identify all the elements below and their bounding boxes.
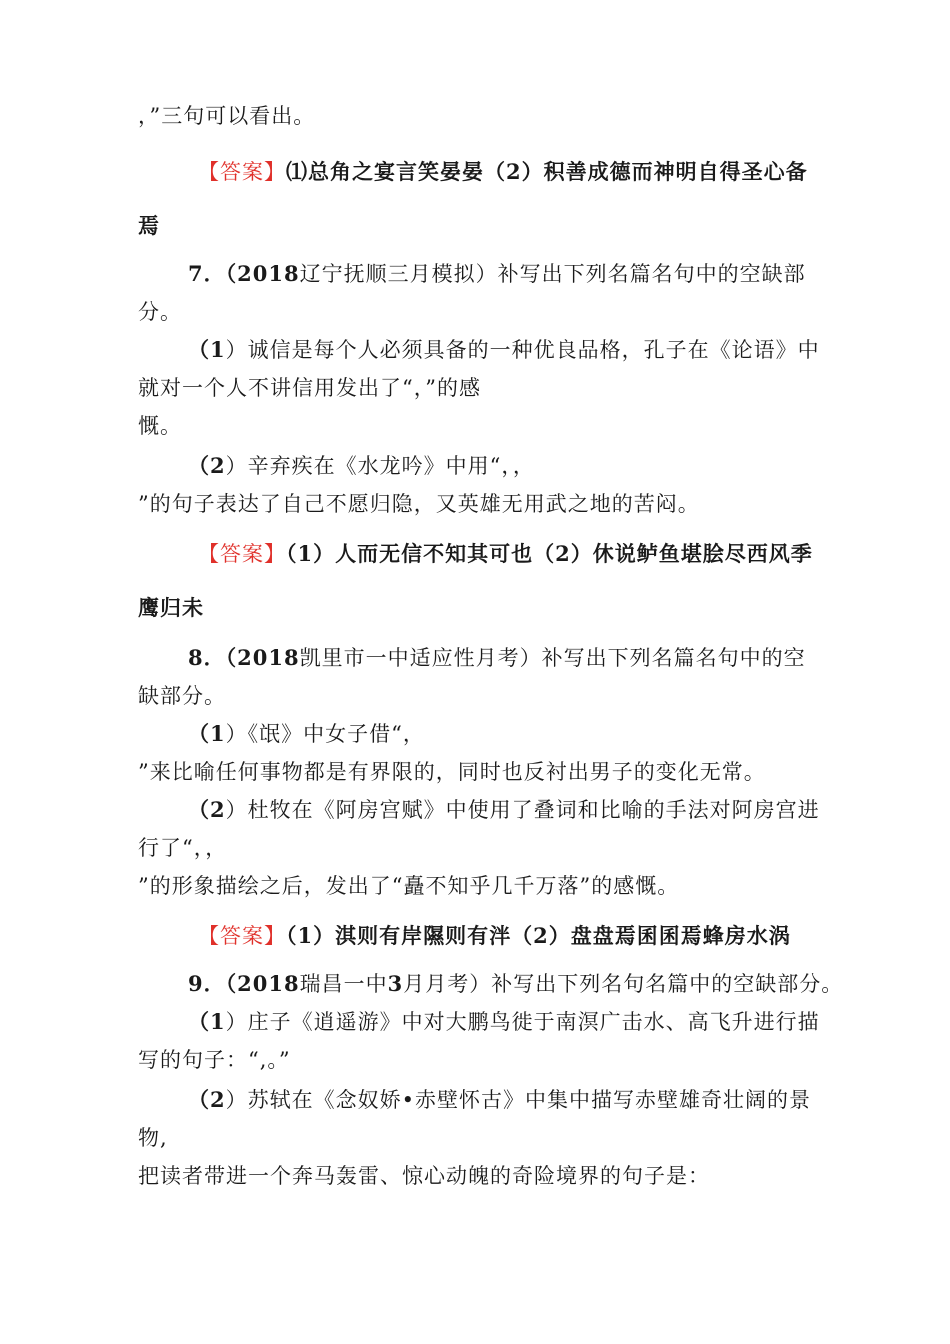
question-number: 9 xyxy=(188,971,204,996)
answer-text: （1）淇则有岸隰则有泮（2）盘盘焉囷囷焉蜂房水涡 xyxy=(286,923,791,948)
question-7-part-1 xyxy=(188,336,820,364)
answer-8 xyxy=(198,922,791,950)
part-text: ”的句子表达了自己不愿归隐，又英雄无用武之地的苦闷。 xyxy=(138,492,700,516)
answer-6 xyxy=(198,158,808,186)
answer-text: 焉 xyxy=(138,213,160,238)
part-number: （1 xyxy=(188,337,226,362)
answer-tag: 【答案】 xyxy=(198,542,286,566)
answer-tag: 【答案】 xyxy=(198,924,286,948)
part-text: ）杜牧在《阿房宫赋》中使用了叠词和比喻的手法对阿房宫进 xyxy=(225,798,820,822)
question-8-part-2-line-2 xyxy=(138,834,227,862)
question-9-part-2 xyxy=(188,1086,811,1114)
question-month: 3 xyxy=(387,971,404,996)
question-9-part-2-line-3 xyxy=(138,1162,710,1190)
text-line xyxy=(138,102,315,130)
question-9-part-2-line-2 xyxy=(138,1124,168,1152)
question-year: ．（2018 xyxy=(203,261,300,286)
part-text: ）庄子《逍遥游》中对大鹏鸟徙于南溟广击水、高飞升进行描 xyxy=(225,1010,820,1034)
part-number: （1 xyxy=(188,1009,226,1034)
part-text: 慨。 xyxy=(138,414,182,438)
question-7-part-2 xyxy=(188,452,535,480)
answer-text: （1）人而无信不知其可也（2）休说鲈鱼堪脍尽西风季 xyxy=(286,541,813,566)
part-text: 写的句子：“,。” xyxy=(138,1048,291,1072)
part-number: （2 xyxy=(188,797,226,822)
part-text: 把读者带进一个奔马轰雷、惊心动魄的奇险境界的句子是： xyxy=(138,1164,710,1188)
question-text: 瑞昌一中 xyxy=(299,972,388,996)
question-8-continued xyxy=(138,682,226,710)
part-number: （2 xyxy=(188,453,226,478)
question-year: ．（2018 xyxy=(203,645,300,670)
part-text: 就对一个人不讲信用发出了“，”的感 xyxy=(138,376,481,400)
question-number: 8 xyxy=(188,645,204,670)
part-text: ”的形象描绘之后，发出了“矗不知乎几千万落”的感慨。 xyxy=(138,874,680,898)
question-text: 辽宁抚顺三月模拟）补写出下列名篇名句中的空缺部 xyxy=(299,262,806,286)
question-8-part-1-line-2 xyxy=(138,758,766,786)
question-text: 凯里市一中适应性月考）补写出下列名篇名句中的空 xyxy=(299,646,806,670)
part-text: 物, xyxy=(138,1126,168,1150)
part-text: ）辛弃疾在《水龙吟》中用“，， xyxy=(225,454,535,478)
question-7-part-1-line-3 xyxy=(138,412,182,440)
question-text: 分。 xyxy=(138,300,182,324)
part-number: （2 xyxy=(188,1087,226,1112)
question-7-part-2-line-2 xyxy=(138,490,700,518)
part-text: 行了“，， xyxy=(138,836,228,860)
question-number: 7 xyxy=(188,261,204,286)
question-7-continued xyxy=(138,298,182,326)
question-9-part-1-line-2 xyxy=(138,1046,291,1074)
part-text: ”来比喻任何事物都是有界限的，同时也反衬出男子的变化无常。 xyxy=(138,760,766,784)
answer-text: 鹰归未 xyxy=(138,595,204,620)
part-number: （1 xyxy=(188,721,226,746)
answer-tag: 【答案】 xyxy=(198,160,286,184)
part-text: ）《氓》中女子借“， xyxy=(225,722,425,746)
question-8 xyxy=(188,644,806,672)
question-8-part-2-line-3 xyxy=(138,872,679,900)
answer-6-continued xyxy=(138,212,160,240)
question-7-part-1-line-2 xyxy=(138,374,481,402)
question-8-part-2 xyxy=(188,796,820,824)
question-year: ．（2018 xyxy=(203,971,300,996)
question-text: 缺部分。 xyxy=(138,684,226,708)
question-8-part-1 xyxy=(188,720,425,748)
answer-7 xyxy=(198,540,813,568)
part-text: ）诚信是每个人必须具备的一种优良品格，孔子在《论语》中 xyxy=(225,338,820,362)
part-text: ）苏轼在《念奴娇•赤壁怀古》中集中描写赤壁雄奇壮阔的景 xyxy=(225,1088,812,1112)
question-text: 月月考）补写出下列名句名篇中的空缺部分。 xyxy=(403,972,844,996)
answer-7-continued xyxy=(138,594,204,622)
question-9 xyxy=(188,970,843,998)
answer-text: ⑴总角之宴言笑晏晏（2）积善成德而神明自得圣心备 xyxy=(286,159,808,184)
question-9-part-1 xyxy=(188,1008,820,1036)
line-text: ，”三句可以看出。 xyxy=(138,104,316,128)
question-7 xyxy=(188,260,806,288)
